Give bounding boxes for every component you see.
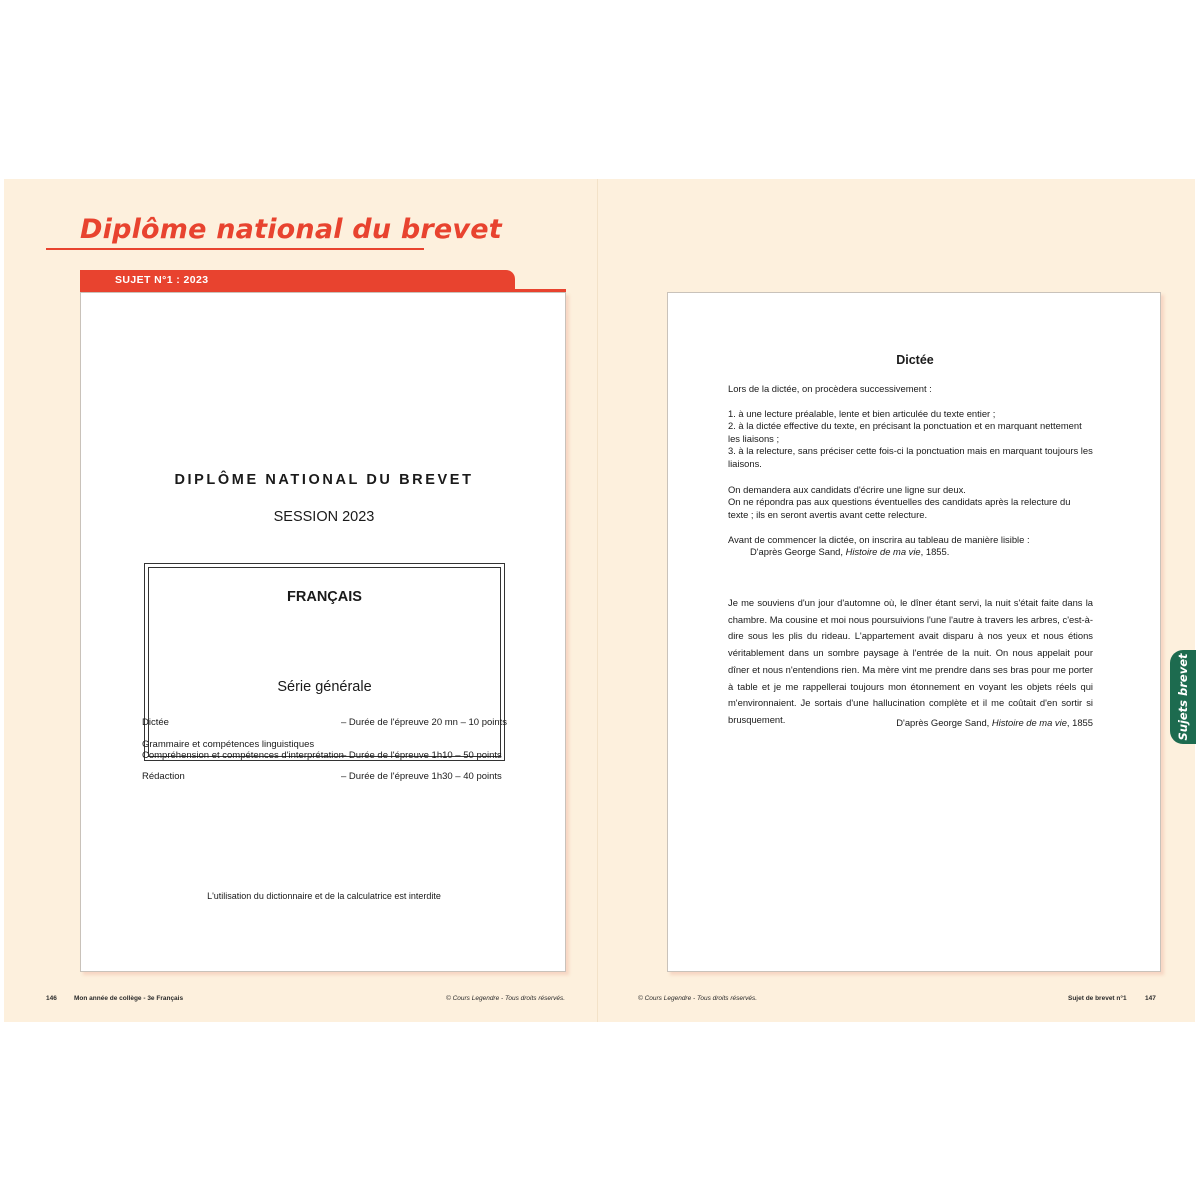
subject-series: Série générale bbox=[277, 679, 372, 695]
dictee-instruction-1: On demandera aux candidats d'écrire une ligne sur deux. bbox=[728, 484, 966, 495]
dictee-instruction-2: On ne répondra pas aux questions éventuelles des candidats après la relecture du texte ; ils en seront avertis avant cette relecture. bbox=[728, 496, 1071, 520]
board-ref-prefix: D'après George Sand, bbox=[750, 546, 846, 557]
exam-name-comprehension: Compréhension et compétences d'interprétation bbox=[142, 750, 344, 761]
exam-cover-sheet bbox=[80, 292, 566, 972]
dictee-board-reference bbox=[728, 546, 1093, 559]
cover-note: L'utilisation du dictionnaire et de la calculatrice est interdite bbox=[207, 891, 441, 901]
dictee-board-note: Avant de commencer la dictée, on inscrira au tableau de manière lisible : bbox=[728, 534, 1030, 545]
dictee-step-1: 1. à une lecture préalable, lente et bien articulée du texte entier ; bbox=[728, 408, 996, 419]
dictee-heading: Dictée bbox=[896, 353, 934, 367]
cover-session: SESSION 2023 bbox=[273, 509, 375, 525]
exam-duration-dictee: – Durée de l'épreuve 20 mn – 10 points bbox=[341, 717, 508, 728]
dictee-passage: Je me souviens d'un jour d'automne où, le dîner étant servi, la nuit s'était faite dans la chambre. Ma cousine et moi nous poursuivions l'une l'autre à travers les arbres, c'est-à-dire sous les plis du rideau. L'appartement avait disparu à nos yeux et nous étions véritablement dans un sombre paysage à l'entrée de la nuit. On nous appelait pour dîner et nous n'entendions rien. Ma mère vint me prendre dans ses bras pour me porter à table et je me rappellerai toujours mon étonnement en voyant les objets réels qui m'environnaient. Je sortais d'une hallucination complète et il me coûtait d'en sortir si brusquement. bbox=[728, 597, 1093, 725]
footer-copyright-left: © Cours Legendre - Tous droits réservés. bbox=[446, 995, 566, 1002]
subject-name: FRANÇAIS bbox=[287, 589, 362, 605]
subject-box bbox=[144, 563, 508, 761]
right-page bbox=[598, 179, 1195, 1022]
subject-box-inner-frame bbox=[148, 567, 501, 757]
dictee-sheet bbox=[667, 292, 1161, 972]
exam-duration-redaction: – Durée de l'épreuve 1h30 – 40 points bbox=[341, 771, 502, 782]
footer-page-number-right: 147 bbox=[1145, 995, 1156, 1002]
board-ref-title: Histoire de ma vie bbox=[845, 546, 921, 557]
passage-ref-title: Histoire de ma vie bbox=[991, 717, 1067, 728]
side-tab-sujets-brevet[interactable] bbox=[1170, 650, 1196, 744]
exam-name-dictee: Dictée bbox=[142, 717, 169, 728]
title-underline bbox=[46, 248, 424, 250]
footer-subject-label: Sujet de brevet n°1 bbox=[1068, 995, 1127, 1002]
exam-name-grammaire: Grammaire et compétences linguistiques bbox=[142, 739, 315, 750]
dictee-step-2: 2. à la dictée effective du texte, en précisant la ponctuation et en marquant nettement les liaisons ; bbox=[728, 420, 1082, 444]
dictee-intro: Lors de la dictée, on procèdera successivement : bbox=[728, 383, 932, 394]
footer-book-title: Mon année de collège - 3e Français bbox=[74, 995, 184, 1002]
subject-tab-label: SUJET N°1 : 2023 bbox=[80, 270, 515, 290]
footer-copyright-right: © Cours Legendre - Tous droits réservés. bbox=[638, 995, 758, 1002]
exam-duration-grammaire: – Durée de l'épreuve 1h10 – 50 points bbox=[341, 750, 502, 761]
side-tab-label: Sujets brevet bbox=[1176, 653, 1190, 741]
dictee-passage-reference bbox=[728, 717, 1093, 730]
cover-title: DIPLÔME NATIONAL DU BREVET bbox=[174, 472, 474, 488]
passage-ref-prefix: D'après George Sand, bbox=[896, 717, 992, 728]
exam-name-redaction: Rédaction bbox=[142, 771, 185, 782]
book-spread bbox=[4, 179, 1195, 1022]
left-page bbox=[4, 179, 597, 1022]
board-ref-suffix: , 1855. bbox=[920, 546, 950, 557]
passage-ref-suffix: , 1855 bbox=[1066, 717, 1093, 728]
dictee-step-3: 3. à la relecture, sans préciser cette fois-ci la ponctuation mais en marquant toujours les liaisons. bbox=[728, 445, 1093, 469]
section-title: Diplôme national du brevet bbox=[80, 214, 502, 245]
footer-page-number-left: 146 bbox=[46, 995, 57, 1002]
